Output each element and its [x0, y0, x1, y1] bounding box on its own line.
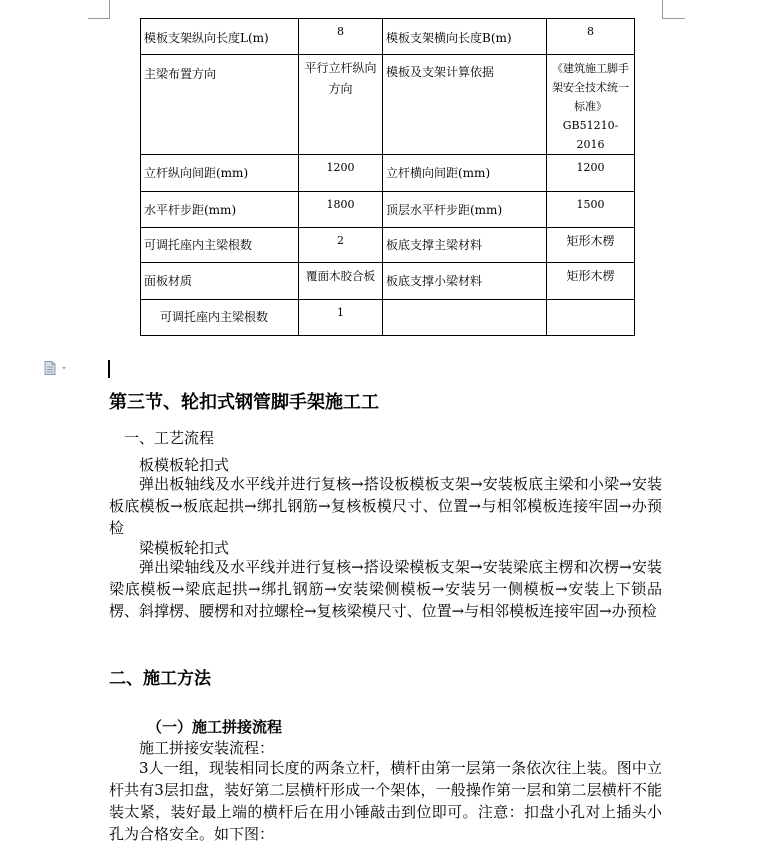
subheading-process: 一、工艺流程 — [124, 429, 215, 447]
table-cell: 板底支撑小梁材料 — [383, 263, 547, 300]
slab-formwork-label: 板模板轮扣式 — [139, 456, 230, 474]
assembly-flow-text: 3人一组，现装相同长度的两条立杆，横杆由第一层第一条依次往上装。图中立杆共有3层扣盘，装好第二层横杆形成一个架体，一般操作第一层和第二层横杆不能装太紧，装好最上端的横杆后在用小锤敲击到位即可。注意：扣盘小孔对上插头小孔为合格安全。如下图： — [109, 759, 662, 843]
table-cell: 模板支架纵向长度L(m) — [141, 19, 299, 55]
table-cell — [383, 300, 547, 336]
table-cell: 顶层水平杆步距(mm) — [383, 192, 547, 228]
page-corner-mark — [88, 0, 110, 19]
table-cell: 可调托座内主梁根数 — [141, 300, 299, 336]
table-cell: 矩形木楞 — [547, 228, 635, 263]
section-title: 第三节、轮扣式钢管脚手架施工工 — [109, 392, 379, 413]
table-row — [141, 192, 635, 228]
table-cell: 立杆纵向间距(mm) — [141, 155, 299, 192]
table-cell: 1 — [299, 300, 383, 336]
document-icon[interactable] — [44, 361, 70, 375]
table-cell: 立杆横向间距(mm) — [383, 155, 547, 192]
table-cell: 覆面木胶合板 — [299, 263, 383, 300]
text-cursor — [108, 360, 110, 378]
assembly-flow-label: 施工拼接安装流程： — [139, 739, 275, 757]
table-cell: 《建筑施工脚手架安全技术统一标准》GB51210-2016 — [547, 55, 635, 155]
table-cell: 2 — [299, 228, 383, 263]
table-cell: 模板支架横向长度B(m) — [383, 19, 547, 55]
table-cell: 模板及支架计算依据 — [383, 55, 547, 155]
slab-process-text: 弹出板轴线及水平线并进行复核→搭设板模板支架→安装板底主梁和小梁→安装板底模板→板底起拱→绑扎钢筋→复核板模尺寸、位置→与相邻模板连接牢固→办预检 — [109, 475, 662, 537]
table-cell: 1800 — [299, 192, 383, 228]
table-cell: 8 — [299, 19, 383, 55]
table-row — [141, 263, 635, 300]
table-cell: 面板材质 — [141, 263, 299, 300]
table-row — [141, 300, 635, 336]
table-cell — [547, 300, 635, 336]
assembly-process-heading: （一）施工拼接流程 — [147, 718, 283, 736]
table-cell: 1200 — [299, 155, 383, 192]
parameter-table — [140, 18, 635, 336]
table-cell: 可调托座内主梁根数 — [141, 228, 299, 263]
table-row — [141, 19, 635, 55]
page-corner-mark — [662, 0, 685, 19]
table-cell: 水平杆步距(mm) — [141, 192, 299, 228]
construction-method-heading: 二、施工方法 — [109, 669, 211, 689]
table-row — [141, 228, 635, 263]
table-cell: 平行立杆纵向方向 — [299, 55, 383, 155]
table-cell: 1200 — [547, 155, 635, 192]
beam-process-text: 弹出梁轴线及水平线并进行复核→搭设梁模板支架→安装梁底主楞和次楞→安装梁底模板→梁底起拱→绑扎钢筋→安装梁侧模板→安装另一侧模板→安装上下锁品楞、斜撑楞、腰楞和对拉螺栓→复核梁模尺寸、位置→与相邻模板连接牢固→办预检 — [109, 558, 662, 620]
table-row — [141, 55, 635, 155]
beam-formwork-label: 梁模板轮扣式 — [139, 539, 230, 557]
table-row — [141, 155, 635, 192]
table-cell: 主梁布置方向 — [141, 55, 299, 155]
table-cell: 1500 — [547, 192, 635, 228]
table-cell: 矩形木楞 — [547, 263, 635, 300]
table-cell: 8 — [547, 19, 635, 55]
table-cell: 板底支撑主梁材料 — [383, 228, 547, 263]
